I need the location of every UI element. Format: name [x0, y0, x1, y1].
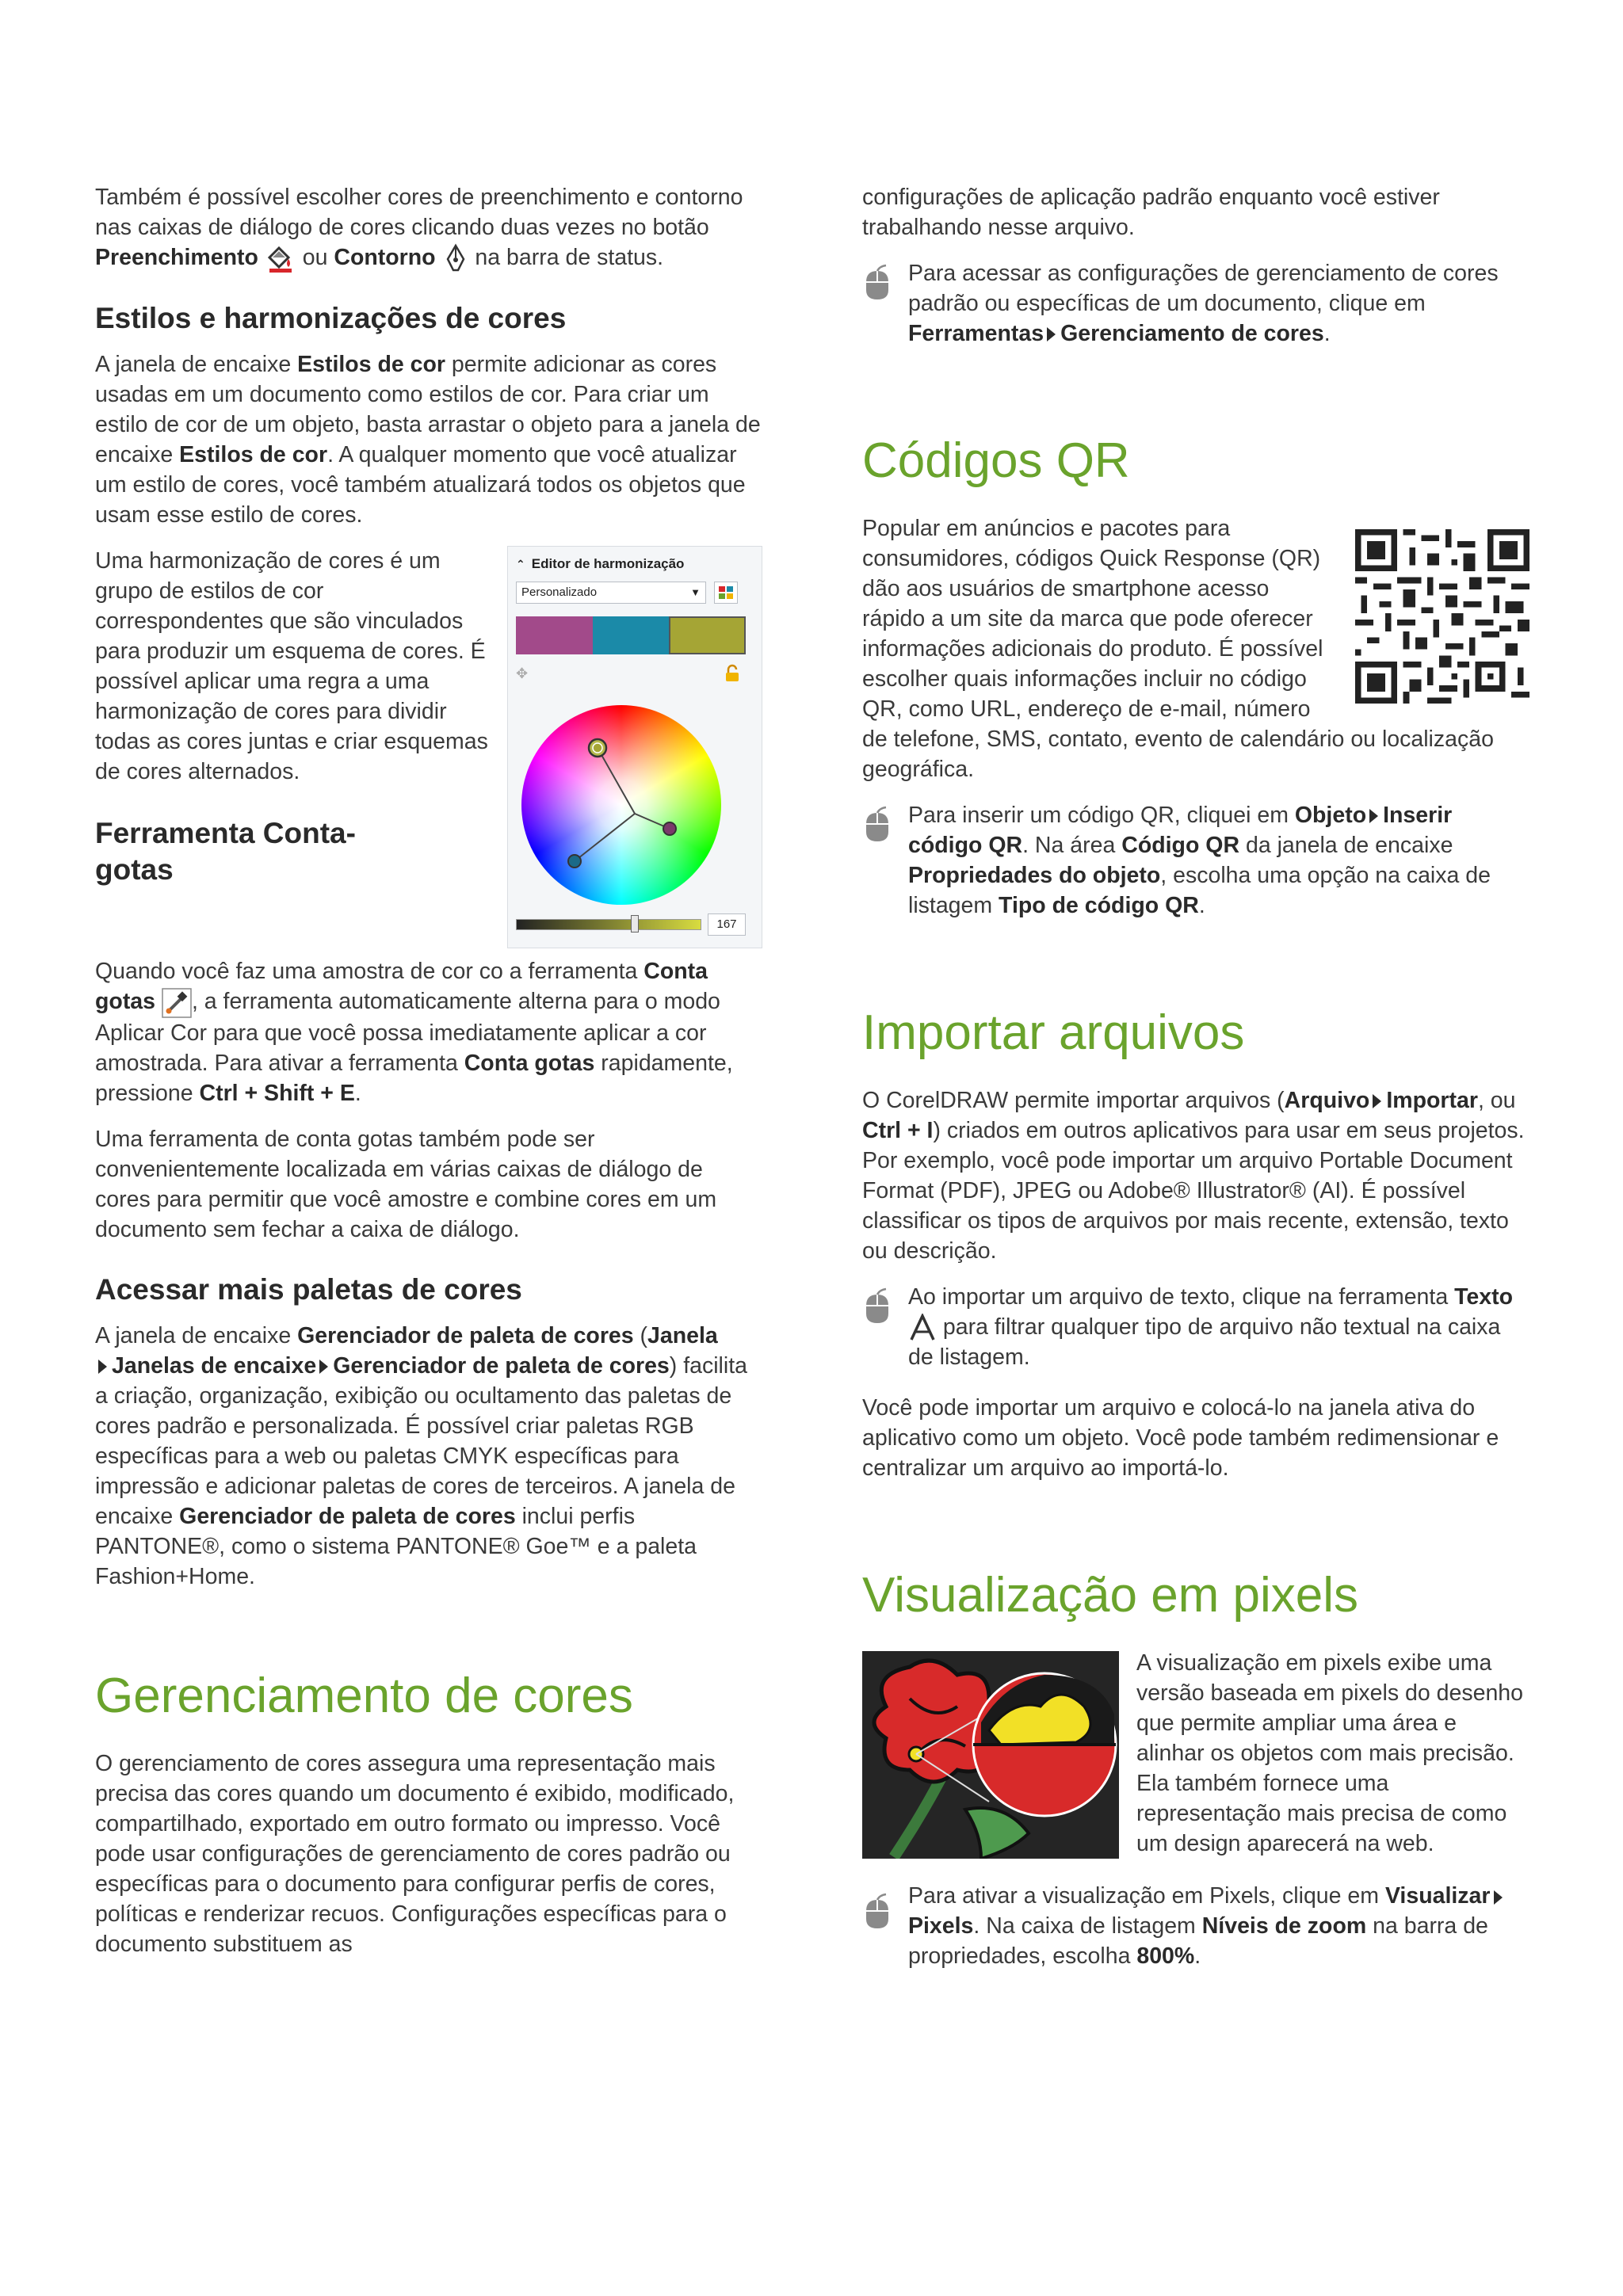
pixel-view-image — [862, 1651, 1119, 1859]
harmony-editor-panel — [507, 546, 762, 948]
tip-insert-qr: Para inserir um código QR, cliquei em Objeto Inserir código QR. Na área Código QR da janela de encaixe Propriedades do objeto, escolha uma opção na caixa de listagem Tipo de código QR. — [862, 800, 1529, 921]
lock-icon[interactable] — [724, 664, 741, 683]
tip-pixel-view: Para ativar a visualização em Pixels, clique em VisualizarPixels. Na caixa de listagem Níveis de zoom na barra de propriedades, escolha 800%. — [862, 1881, 1529, 1971]
harmony-type-dropdown[interactable]: Personalizado ▼ — [516, 582, 706, 604]
paragraph-app-settings: configurações de aplicação padrão enquanto você estiver trabalhando nesse arquivo. — [862, 185, 1440, 240]
mouse-icon — [862, 1287, 892, 1326]
tip-color-management: Para acessar as configurações de gerenciamento de cores padrão ou específicas de um documento, clique em Ferramentas Gerenciamento de cores. — [862, 258, 1529, 349]
chevron-down-icon: ▼ — [690, 586, 701, 599]
slider-thumb[interactable] — [631, 915, 639, 933]
mouse-icon — [862, 805, 892, 845]
swatch-magenta[interactable] — [516, 616, 593, 654]
text-tool-icon — [908, 1314, 937, 1342]
heading-color-styles: Estilos e harmonizações de cores — [95, 302, 567, 335]
heading-pixel-view: Visualização em pixels — [862, 1568, 1359, 1623]
menu-arrow-icon — [1373, 1094, 1381, 1108]
menu-arrow-icon — [1369, 809, 1378, 823]
collapse-icon[interactable]: ⌃ — [516, 558, 525, 571]
paragraph-eyedropper: Quando você faz uma amostra de cor co a ferramenta Conta gotas , a ferramenta automaticamente alterna para o modo Aplicar Cor para que você possa imediatamente aplicar a cor amostrada. Para ativar a ferramenta Conta gotas rapidamente, pressione Ctrl + Shift + E. — [95, 959, 733, 1106]
harmony-add-button[interactable] — [714, 582, 738, 604]
pen-nib-icon — [442, 243, 469, 273]
menu-arrow-icon — [319, 1360, 328, 1374]
harmony-editor-header[interactable]: ⌃ Editor de harmonização — [516, 556, 685, 572]
swatch-teal[interactable] — [593, 616, 670, 654]
harmony-handles[interactable] — [521, 705, 721, 905]
paragraph-import-place: Você pode importar um arquivo e colocá-lo na janela ativa do aplicativo como um objeto. Você pode também redimensionar e centralizar um arquivo ao importá-lo. — [862, 1395, 1499, 1482]
eyedropper-icon — [162, 988, 192, 1018]
heading-more-palettes: Acessar mais paletas de cores — [95, 1272, 522, 1306]
tip-import-text: Ao importar um arquivo de texto, clique na ferramenta Texto para filtrar qualquer tipo de arquivo não textual na caixa de listagem. — [862, 1282, 1529, 1372]
menu-arrow-icon — [1494, 1890, 1503, 1905]
heading-qr-codes: Códigos QR — [862, 433, 1130, 488]
qr-code-image — [1355, 529, 1529, 704]
qr-code-graphic — [1355, 529, 1529, 704]
add-harmony-icon — [715, 582, 737, 603]
paragraph-pixel-view: A visualização em pixels exibe uma versão baseada em pixels do desenho que permite ampliar uma área e alinhar os objetos com mais precisão. Ela também fornece uma representação mais precisa de como um design aparecerá na web. — [1136, 1650, 1523, 1857]
heading-eyedropper: Ferramenta Conta-gotas — [95, 817, 356, 887]
heading-color-management: Gerenciamento de cores — [95, 1668, 633, 1723]
paragraph-import: O CorelDRAW permite importar arquivos (Arquivo Importar, ou Ctrl + I) criados em outros aplicativos para usar em seus projetos. Por exemplo, você pode importar um arquivo Portable Document Format (PDF), JPEG ou Adobe® Illustrator® (AI). É possível classificar os tipos de arquivos por mais recente, extensão, texto ou descrição. — [862, 1088, 1525, 1264]
right-column — [862, 182, 1529, 1987]
menu-arrow-icon — [1047, 327, 1056, 341]
paragraph-harmony: Uma harmonização de cores é um grupo de estilos de cor correspondentes que são vinculados para produzir um esquema de cores. É possível aplicar uma regra a uma harmonização de cores para dividir todas as cores juntas e criar esquemas de cores alternados. — [95, 548, 488, 785]
paragraph-color-styles: A janela de encaixe Estilos de cor permite adicionar as cores usadas em um documento como estilos de cor. Para criar um estilo de cor de um objeto, basta arrastar o objeto para a janela de encaixe Estilos de cor. A qualquer momento que você atualizar um estilo de cores, você também atualizará todos os objetos que usam esse estilo de cores. — [95, 352, 761, 528]
paragraph-color-management: O gerenciamento de cores assegura uma representação mais precisa das cores quando um documento é exibido, modificado, compartilhado, exportado em outro formato ou impresso. Você pode usar configurações de gerenciamento de cores padrão ou específicas para o documento para configurar perfis de cores, políticas e renderizar recuos. Configurações específicas para o documento substituem as — [95, 1750, 735, 1957]
mouse-icon — [862, 1892, 892, 1932]
swatch-olive[interactable] — [669, 616, 746, 654]
brightness-value-field[interactable]: 167 — [708, 913, 746, 936]
heading-import-files: Importar arquivos — [862, 1005, 1245, 1060]
left-column — [95, 182, 762, 1975]
harmony-swatches[interactable] — [516, 616, 746, 654]
flower-illustration — [862, 1651, 1119, 1859]
brightness-slider[interactable] — [516, 919, 701, 930]
paragraph-eyedropper-dialogs: Uma ferramenta de conta gotas também pode ser convenientemente localizada em várias caixas de diálogo de cores para permitir que você amostre e combine cores em um documento sem fechar a caixa de diálogo. — [95, 1126, 717, 1242]
fill-bucket-icon — [265, 243, 296, 273]
paragraph-palettes: A janela de encaixe Gerenciador de paleta de cores (Janela Janelas de encaixe Gerenciador de paleta de cores) facilita a criação, organização, exibição ou ocultamento das paletas de cores padrão e personalizada. É possível criar paletas RGB específicas para a web ou paletas CMYK específicas para impressão e adicionar paletas de cores de terceiros. A janela de encaixe Gerenciador de paleta de cores inclui perfis PANTONE®, como o sistema PANTONE® Goe™ e a paleta Fashion+Home. — [95, 1322, 747, 1589]
move-handle-icon[interactable]: ✥ — [516, 666, 529, 682]
menu-arrow-icon — [98, 1360, 107, 1374]
paragraph-fill-outline: Também é possível escolher cores de preenchimento e contorno nas caixas de diálogo de cores clicando duas vezes no botão Preenchimento ou Contorno na barra de status. — [95, 182, 762, 273]
mouse-icon — [862, 263, 892, 303]
paragraph-qr: Popular em anúncios e pacotes para consumidores, códigos Quick Response (QR) dão aos usuários de smartphone acesso rápido a um site da marca que pode oferecer informações adicionais do produto. É possível escolher quais informações incluir no código QR, como URL, endereço de e-mail, número de telefone, SMS, contato, evento de calendário ou localização geográfica. — [862, 516, 1494, 782]
